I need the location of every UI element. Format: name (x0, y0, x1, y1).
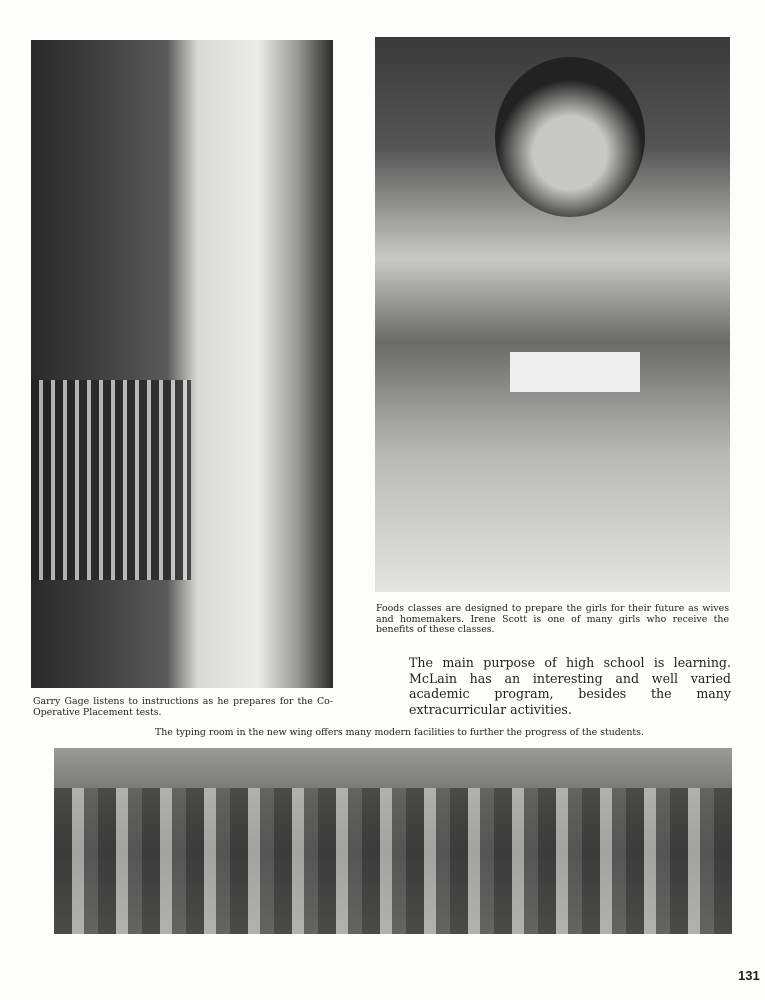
photo-typing-room (54, 748, 732, 934)
typing-desks (54, 788, 732, 934)
figure-belt (510, 352, 640, 392)
caption-foods-class: Foods classes are designed to prepare the girls for their future as wives and homemakers. Irene Scott is one of many girls who receive the benefits of these classes. (376, 603, 729, 635)
caption-garry-gage: Garry Gage listens to instructions as he prepares for the Co-Operative Placement tests. (33, 696, 333, 718)
photo-girl-rolling-dough (375, 37, 730, 592)
page-number: 131 (738, 968, 760, 983)
caption-typing-room: The typing room in the new wing offers many modern facilities to further the progress of the students. (155, 727, 644, 738)
equipment-board (31, 380, 191, 580)
body-paragraph: The main purpose of high school is learning. McLain has an interesting and well varied academic program, besides the many extracurricular activities. (409, 655, 731, 717)
photo-student-at-test-equipment (31, 40, 333, 688)
figure-head (495, 57, 645, 217)
